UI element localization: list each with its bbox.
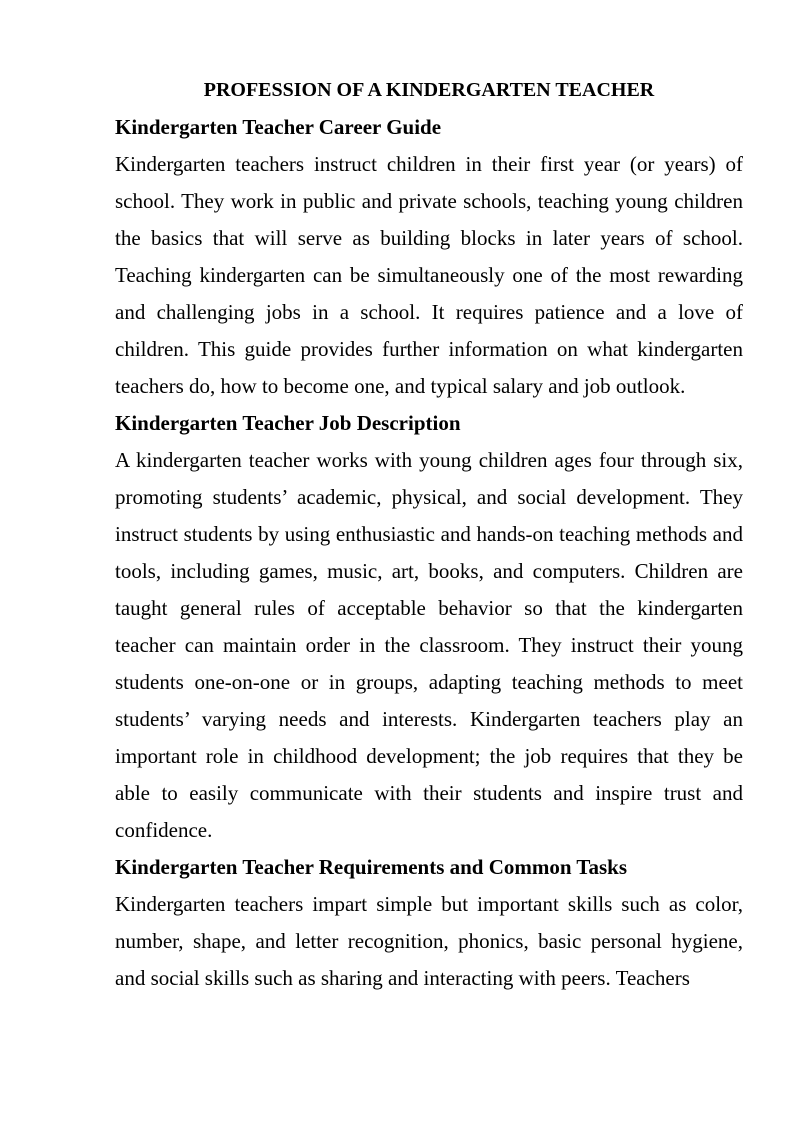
section-heading-requirements-tasks: Kindergarten Teacher Requirements and Common Tasks (115, 855, 628, 879)
document-title: PROFESSION OF A KINDERGARTEN TEACHER (203, 79, 655, 101)
section-heading-job-description: Kindergarten Teacher Job Description (115, 411, 461, 435)
paragraph-requirements-tasks: Kindergarten teachers impart simple but important skills such as color, number, shape, and letter recognition, phonics, basic personal hygiene, and social skills such as sharing and interacting with peers. Teachers (115, 892, 743, 990)
document-page (115, 72, 743, 997)
paragraph-job-description: A kindergarten teacher works with young children ages four through six, promoting students’ academic, physical, and social development. They instruct students by using enthusiastic and hands-on teaching methods and tools, including games, music, art, books, and computers. Children are taught general rules of acceptable behavior so that the kindergarten teacher can maintain order in the classroom. They instruct their young students one-on-one or in groups, adapting teaching methods to meet students’ varying needs and interests. Kindergarten teachers play an important role in childhood development; the job requires that they be able to easily communicate with their students and inspire trust and confidence. (115, 448, 743, 842)
section-heading-career-guide: Kindergarten Teacher Career Guide (115, 115, 442, 139)
paragraph-career-guide: Kindergarten teachers instruct children in their first year (or years) of school. They work in public and private schools, teaching young children the basics that will serve as building blocks in later years of school. Teaching kindergarten can be simultaneously one of the most rewarding and challenging jobs in a school. It requires patience and a love of children. This guide provides further information on what kindergarten teachers do, how to become one, and typical salary and job outlook. (115, 152, 743, 398)
